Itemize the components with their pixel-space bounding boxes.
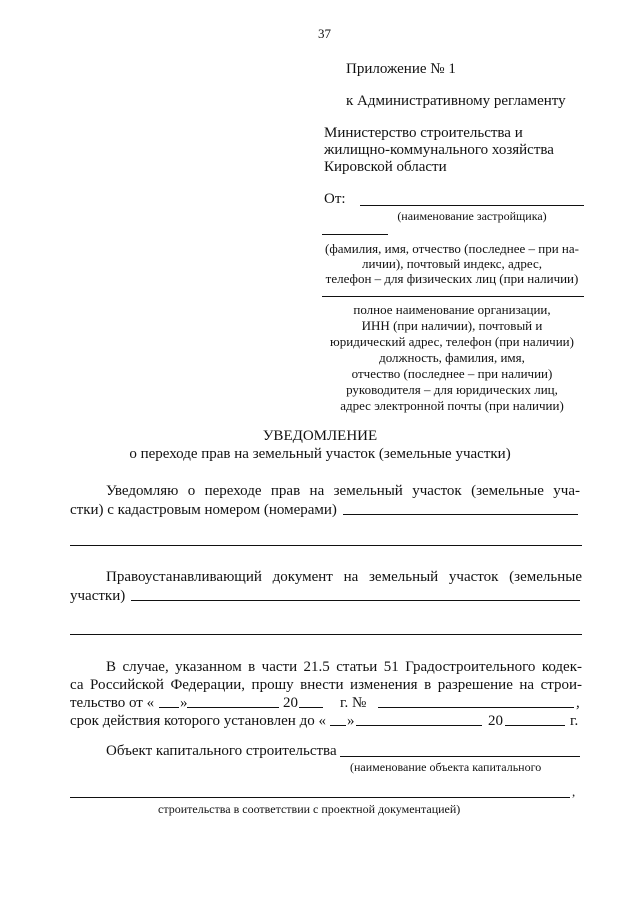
- permit-year-field[interactable]: [299, 707, 323, 708]
- p3-line-4-c: 20: [488, 713, 503, 729]
- validity-month-field[interactable]: [356, 725, 482, 726]
- title-document-field-2[interactable]: [70, 634, 582, 635]
- org-caption-7: адрес электронной почты (при наличии): [340, 398, 564, 413]
- p1-line-1: Уведомляю о переходе прав на земельный участок (земельные уча-: [106, 483, 580, 499]
- validity-day-field[interactable]: [330, 725, 346, 726]
- org-caption-5: отчество (последнее – при наличии): [351, 366, 553, 381]
- permit-month-field[interactable]: [187, 707, 279, 708]
- p2-line-2: участки): [70, 588, 126, 604]
- p3-line-3-c: 20: [283, 695, 298, 711]
- individual-line-short: [322, 234, 388, 235]
- object-name-field[interactable]: [340, 756, 580, 757]
- org-caption-3: юридический адрес, телефон (при наличии): [330, 334, 574, 349]
- object-caption-2: строительства в соответствии с проектной документацией): [158, 802, 461, 816]
- appendix-title: Приложение № 1: [346, 61, 456, 77]
- object-line-comma: ,: [572, 784, 576, 799]
- ministry-line-1: Министерство строительства и: [324, 125, 523, 141]
- cadastral-number-field[interactable]: [343, 514, 578, 515]
- validity-year-field[interactable]: [505, 725, 565, 726]
- p3-line-1: В случае, указанном в части 21.5 статьи 51 Градостроительного кодек-: [106, 659, 582, 675]
- notice-subtitle: о переходе прав на земельный участок (земельные участки): [129, 446, 511, 462]
- p3-line-3-d: г. №: [340, 695, 367, 711]
- org-caption-2: ИНН (при наличии), почтовый и: [361, 318, 543, 333]
- org-caption-4: должность, фамилия, имя,: [379, 350, 525, 365]
- p1-line-2: стки) с кадастровым номером (номерами): [70, 502, 337, 518]
- permit-day-field[interactable]: [159, 707, 179, 708]
- page-number: 37: [318, 26, 331, 41]
- ministry-line-3: Кировской области: [324, 159, 447, 175]
- p2-line-1: Правоустанавливающий документ на земельный участок (земельные: [106, 569, 582, 585]
- individual-caption-3: телефон – для физических лиц (при наличии): [325, 271, 579, 286]
- p3-line-4-a: срок действия которого установлен до «: [70, 713, 326, 729]
- object-caption-1: (наименование объекта капитального: [350, 760, 542, 774]
- org-caption-6: руководителя – для юридических лиц,: [346, 382, 558, 397]
- p3-line-3-b: »: [180, 695, 188, 711]
- p3-line-3-a: тельство от «: [70, 695, 155, 711]
- p3-line-3-comma: ,: [576, 695, 580, 711]
- notice-title: УВЕДОМЛЕНИЕ: [262, 428, 378, 444]
- object-name-field-2[interactable]: [70, 797, 570, 798]
- developer-name-line[interactable]: [360, 205, 584, 206]
- title-document-field[interactable]: [131, 600, 580, 601]
- p3-line-4-b: »: [347, 713, 355, 729]
- organization-line[interactable]: [322, 296, 584, 297]
- individual-caption-1: (фамилия, имя, отчество (последнее – при на-: [325, 241, 579, 256]
- individual-caption-2: личии), почтовый индекс, адрес,: [361, 256, 543, 271]
- cadastral-number-field-2[interactable]: [70, 545, 582, 546]
- p3-line-4-d: г.: [570, 713, 579, 729]
- permit-number-field[interactable]: [378, 707, 574, 708]
- object-label: Объект капитального строительства: [106, 743, 337, 759]
- org-caption-1: полное наименование организации,: [353, 302, 551, 317]
- ministry-line-2: жилищно-коммунального хозяйства: [324, 142, 554, 158]
- appendix-regulation: к Административному регламенту: [346, 93, 566, 109]
- developer-caption: (наименование застройщика): [397, 209, 547, 223]
- p3-line-2: са Российской Федерации, прошу внести изменения в разрешение на строи-: [70, 677, 582, 693]
- from-label: От:: [324, 191, 346, 207]
